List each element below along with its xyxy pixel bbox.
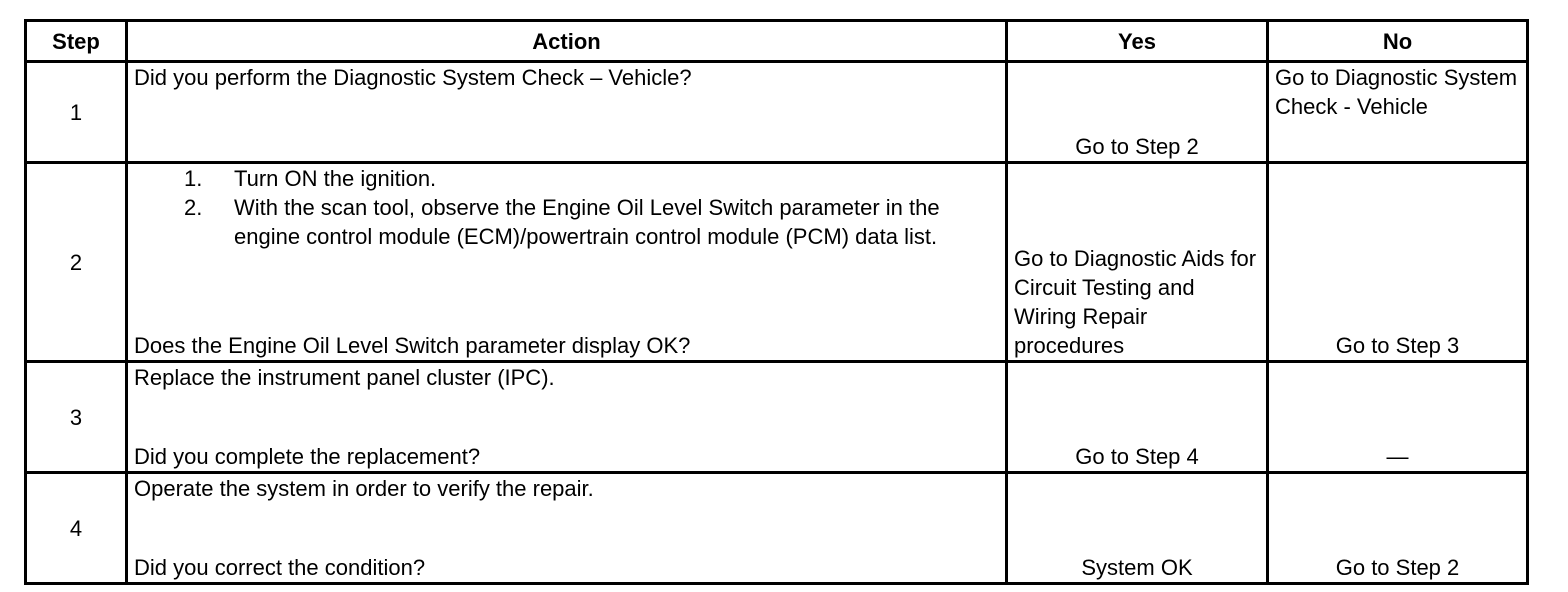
action-question: Did you perform the Diagnostic System Check – Vehicle? bbox=[127, 62, 1007, 163]
instruction-list bbox=[134, 164, 999, 251]
step-number: 2 bbox=[26, 163, 127, 362]
action-cell bbox=[127, 163, 1007, 362]
action-cell bbox=[127, 473, 1007, 584]
yes-result: Go to Step 2 bbox=[1007, 62, 1268, 163]
header-row bbox=[26, 21, 1528, 62]
action-instruction: Replace the instrument panel cluster (IPC). bbox=[134, 365, 555, 390]
table-row bbox=[26, 473, 1528, 584]
action-instruction: Operate the system in order to verify the repair. bbox=[134, 476, 594, 501]
table-row bbox=[26, 362, 1528, 473]
table-row bbox=[26, 163, 1528, 362]
header-action: Action bbox=[127, 21, 1007, 62]
yes-result: System OK bbox=[1007, 473, 1268, 584]
instruction-item: Turn ON the ignition. bbox=[234, 166, 437, 191]
step-number: 3 bbox=[26, 362, 127, 473]
diagnostic-table bbox=[24, 19, 1529, 585]
action-question: Does the Engine Oil Level Switch parameter display OK? bbox=[134, 333, 691, 358]
step-number: 4 bbox=[26, 473, 127, 584]
no-result: Go to Step 2 bbox=[1268, 473, 1528, 584]
no-result: Go to Step 3 bbox=[1268, 163, 1528, 362]
instruction-item: With the scan tool, observe the Engine Oil Level Switch parameter in the engine control module (ECM)/powertrain control module (PCM) data list. bbox=[234, 195, 940, 249]
yes-result: Go to Diagnostic Aids for Circuit Testing and Wiring Repair procedures bbox=[1007, 163, 1268, 362]
step-number: 1 bbox=[26, 62, 127, 163]
yes-result: Go to Step 4 bbox=[1007, 362, 1268, 473]
table-row bbox=[26, 62, 1528, 163]
action-cell bbox=[127, 362, 1007, 473]
no-result: — bbox=[1268, 362, 1528, 473]
action-question: Did you correct the condition? bbox=[134, 555, 426, 580]
header-yes: Yes bbox=[1007, 21, 1268, 62]
header-step: Step bbox=[26, 21, 127, 62]
action-question: Did you complete the replacement? bbox=[134, 444, 481, 469]
no-result: Go to Diagnostic System Check - Vehicle bbox=[1268, 62, 1528, 163]
header-no: No bbox=[1268, 21, 1528, 62]
